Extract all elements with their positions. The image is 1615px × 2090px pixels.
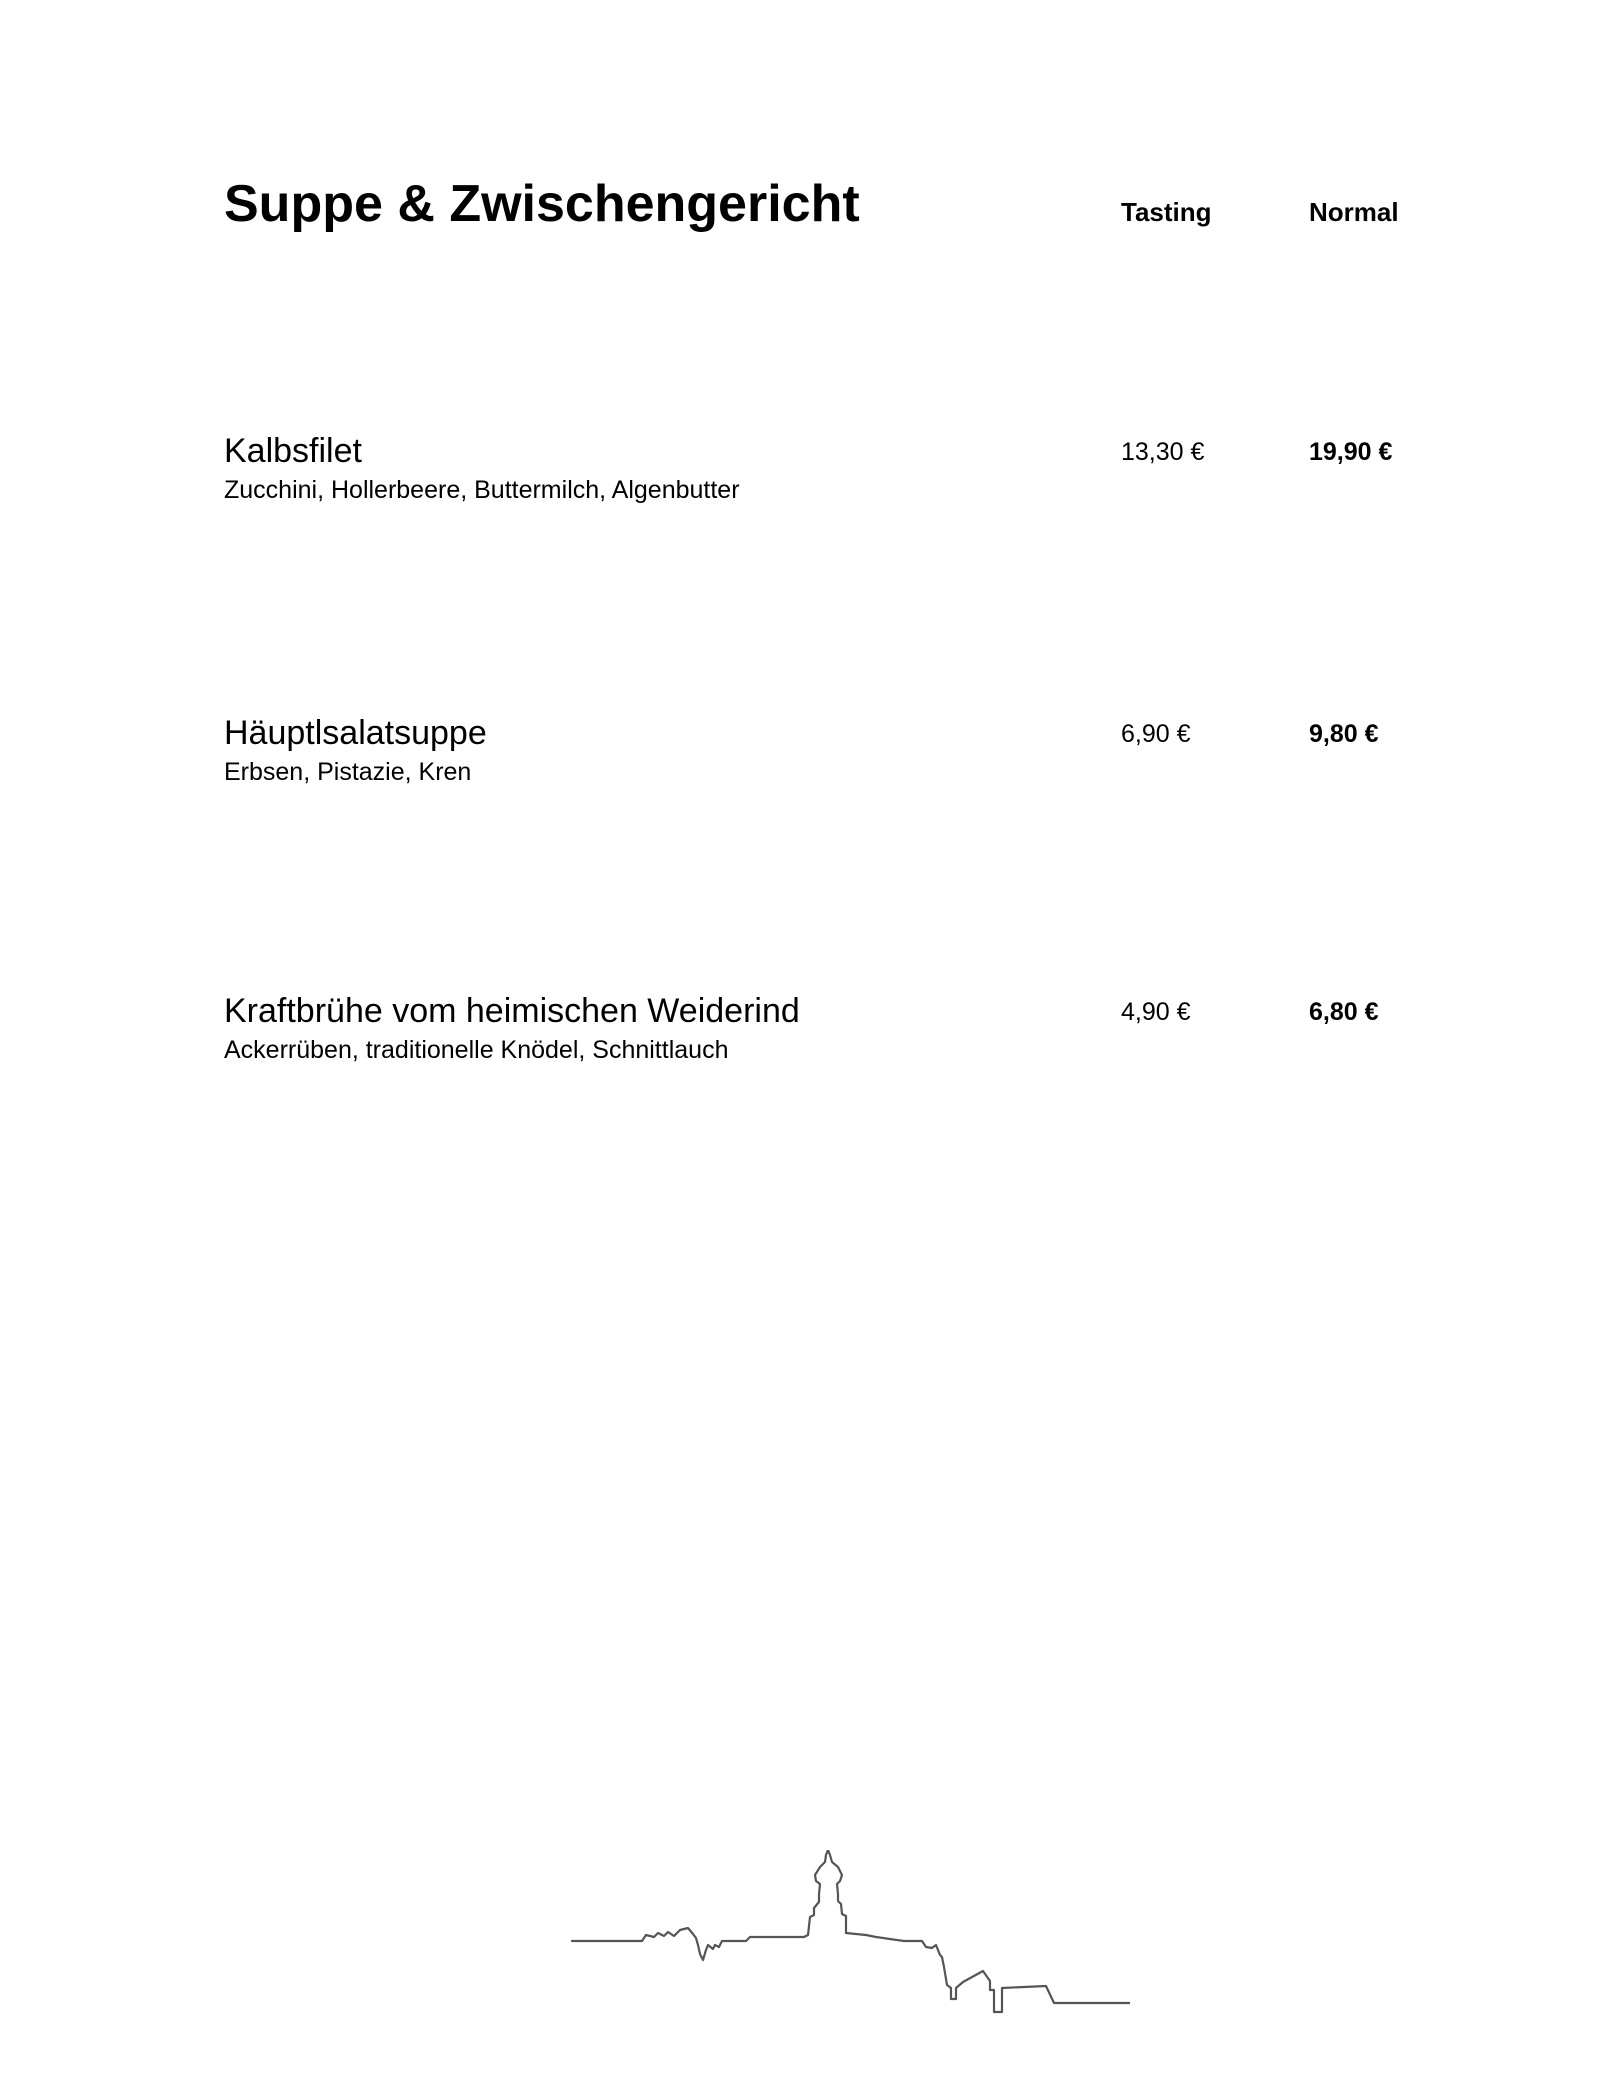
menu-item [0, 430, 1615, 510]
item-tasting-price: 6,90 € [1121, 720, 1191, 748]
column-header-tasting: Tasting [1121, 197, 1212, 227]
item-name: Kraftbrühe vom heimischen Weiderind [224, 992, 800, 1030]
item-description: Ackerrüben, traditionelle Knödel, Schnittlauch [224, 1036, 729, 1064]
page-title: Suppe & Zwischengericht [224, 175, 860, 233]
menu-item [0, 712, 1615, 792]
item-normal-price: 19,90 € [1309, 438, 1393, 466]
village-skyline-icon [570, 1850, 1130, 2020]
column-header-normal: Normal [1309, 197, 1399, 227]
item-tasting-price: 13,30 € [1121, 438, 1205, 466]
item-tasting-price: 4,90 € [1121, 998, 1191, 1026]
menu-item [0, 990, 1615, 1070]
item-description: Zucchini, Hollerbeere, Buttermilch, Algenbutter [224, 476, 740, 504]
item-description: Erbsen, Pistazie, Kren [224, 758, 472, 786]
item-normal-price: 9,80 € [1309, 720, 1379, 748]
item-name: Kalbsfilet [224, 432, 362, 470]
item-normal-price: 6,80 € [1309, 998, 1379, 1026]
item-name: Häuptlsalatsuppe [224, 714, 487, 752]
